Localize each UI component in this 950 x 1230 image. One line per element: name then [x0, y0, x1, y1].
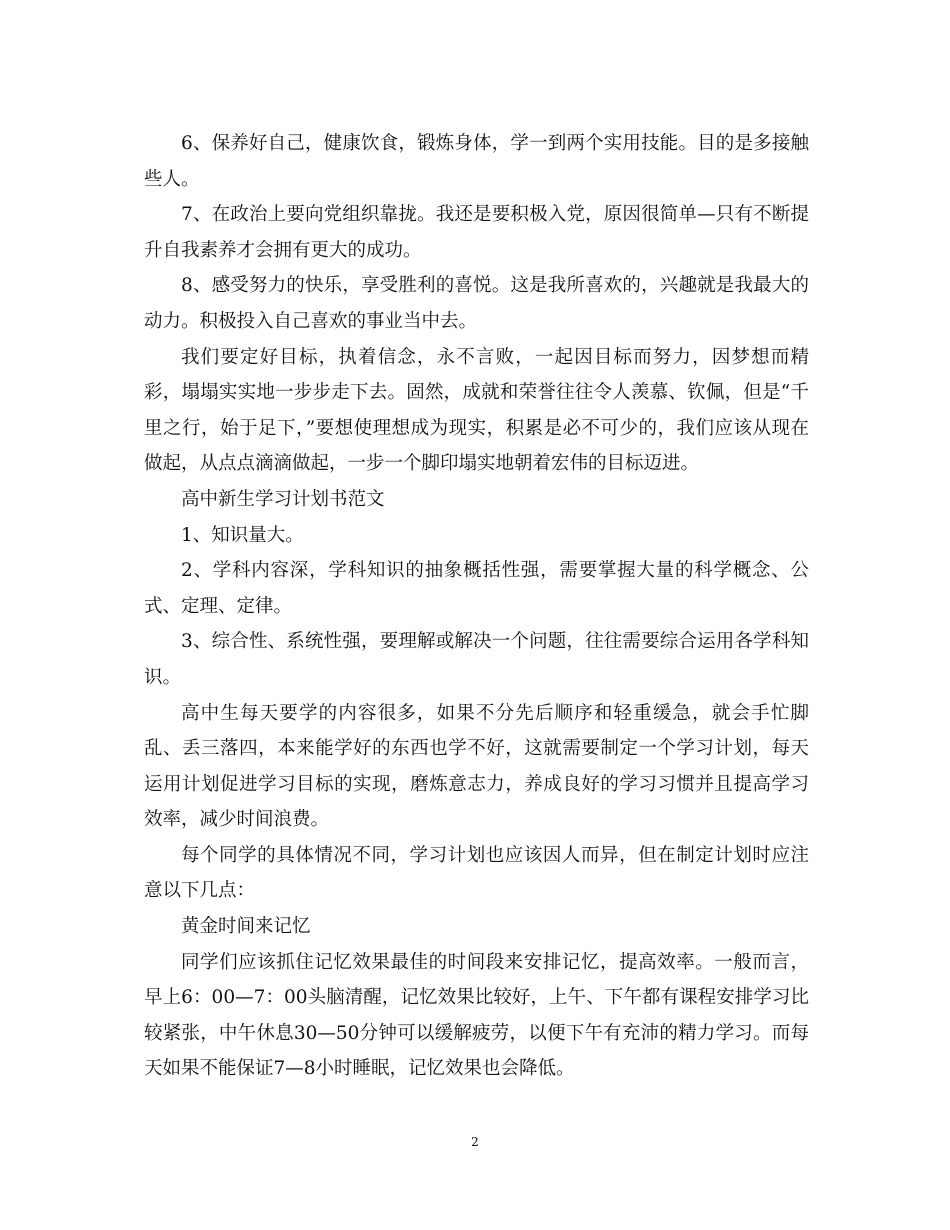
paragraph-study-plan: 高中生每天要学的内容很多，如果不分先后顺序和轻重缓急，就会手忙脚乱、丢三落四，本来能学好的东西也学不好，这就需要制定一个学习计划，每天运用计划促进学习目标的实现，磨炼意志力，养成良好的学习习惯并且提高学习效率，减少时间浪费。: [144, 702, 809, 831]
paragraph-point-2: 2、学科内容深，学科知识的抽象概括性强，需要掌握大量的科学概念、公式、定理、定律。: [144, 560, 809, 617]
paragraph-goal-conclusion: 我们要定好目标，执着信念，永不言败，一起因目标而努力，因梦想而精彩，塌塌实实地一步步走下去。固然，成就和荣誉往往令人羡慕、钦佩，但是“千里之行，始于足下，”要想使理想成为现实，积累是必不可少的，我们应该从现在做起，从点点滴滴做起，一步一个脚印塌实地朝着宏伟的目标迈进。: [144, 346, 809, 475]
paragraph-item-7: 7、在政治上要向党组织靠拢。我还是要积极入党，原因很简单—只有不断提升自我素养才会拥有更大的成功。: [144, 204, 809, 261]
section-heading: 高中新生学习计划书范文: [181, 488, 385, 510]
document-body: [144, 126, 809, 1087]
subheading-golden-time: 黄金时间来记忆: [181, 916, 311, 938]
paragraph-item-8: 8、感受努力的快乐，享受胜利的喜悦。这是我所喜欢的，兴趣就是我最大的动力。积极投入自己喜欢的事业当中去。: [144, 275, 809, 332]
page-number: 2: [471, 1135, 479, 1149]
paragraph-point-3: 3、综合性、系统性强，要理解或解决一个问题，往往需要综合运用各学科知识。: [144, 631, 809, 688]
paragraph-item-6: 6、保养好自己，健康饮食，锻炼身体，学一到两个实用技能。目的是多接触些人。: [144, 133, 809, 190]
paragraph-notes-intro: 每个同学的具体情况不同，学习计划也应该因人而异，但在制定计划时应注意以下几点：: [144, 844, 809, 902]
paragraph-memory-time: 同学们应该抓住记忆效果最佳的时间段来安排记忆，提高效率。一般而言，早上6：00—7：00头脑清醒，记忆效果比较好，上午、下午都有课程安排学习比较紧张，中午休息30—50分钟可以缓解疲劳，以便下午有充沛的精力学习。而每天如果不能保证7—8小时睡眠，记忆效果也会降低。: [144, 951, 809, 1080]
paragraph-point-1: 1、知识量大。: [181, 524, 304, 546]
